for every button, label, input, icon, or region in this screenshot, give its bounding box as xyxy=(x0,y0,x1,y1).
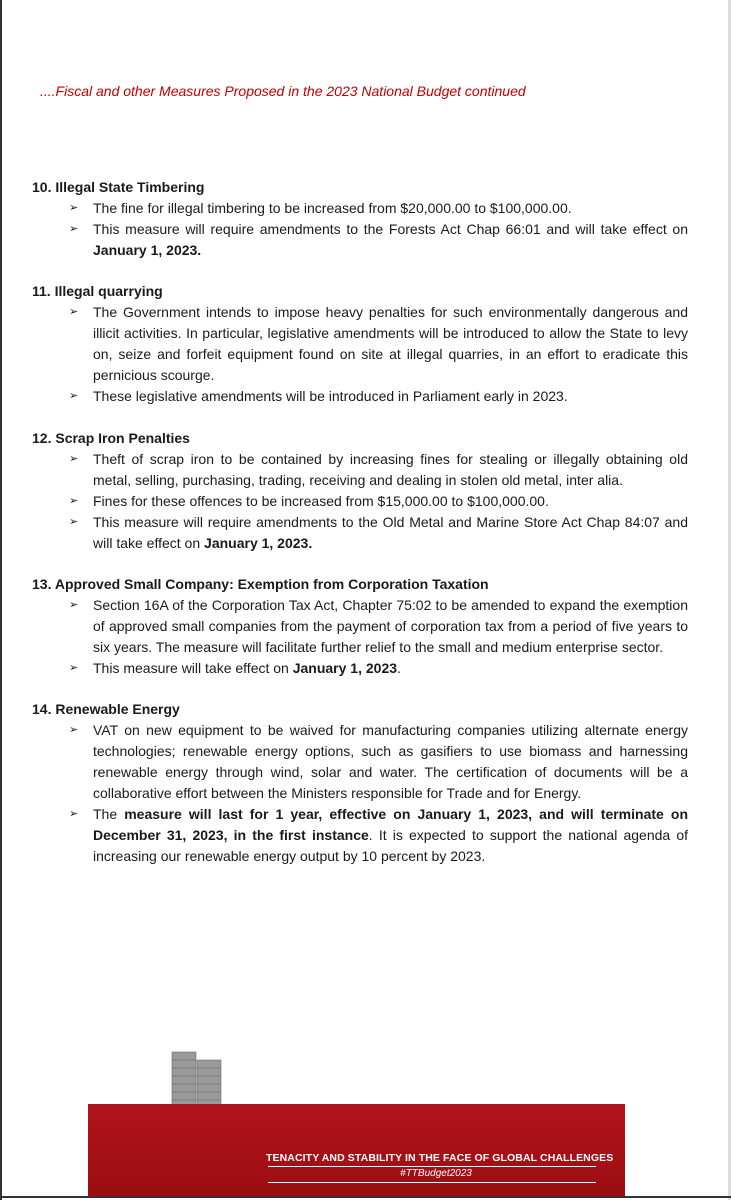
bullet-text: This measure will require amendments to the Old Metal and Marine Store Act Chap 84:07 and will take effect on xyxy=(93,514,688,551)
bullet-text: The xyxy=(93,806,125,822)
budget-banner xyxy=(88,1030,625,1196)
section-heading: 12. Scrap Iron Penalties xyxy=(32,430,190,446)
bullet-text: . It is expected to support the national agenda of increasing our renewable energy output by 10 percent by 2023. xyxy=(93,827,689,864)
arrow-bullet-icon: ➢ xyxy=(69,390,79,402)
continued-header-note: ....Fiscal and other Measures Proposed in the 2023 National Budget continued xyxy=(40,83,526,99)
bullet-text: Section 16A of the Corporation Tax Act, Chapter 75:02 to be amended to expand the exemption of approved small companies from the payment of corporation tax from a period of five years to six years. The measure will facilitate further relief to the small and medium enterprise sector. xyxy=(93,597,688,655)
bullet-item xyxy=(32,302,688,386)
bullet-text: This measure will take effect on xyxy=(93,660,293,676)
bullet-text: These legislative amendments will be introduced in Parliament early in 2023. xyxy=(93,388,568,404)
arrow-bullet-icon: ➢ xyxy=(69,516,79,528)
bullet-item xyxy=(32,512,688,554)
bullet-text: The fine for illegal timbering to be increased from $20,000.00 to $100,000.00. xyxy=(93,200,572,216)
banner-tagline: TENACITY AND STABILITY IN THE FACE OF GLOBAL CHALLENGES xyxy=(266,1152,614,1164)
bullet-item xyxy=(32,658,688,679)
arrow-bullet-icon: ➢ xyxy=(69,599,79,611)
bullet-item xyxy=(32,219,688,261)
bullet-list xyxy=(32,449,688,554)
bullet-item xyxy=(32,449,688,491)
bullet-text: The Government intends to impose heavy penalties for such environmentally dangerous and illicit activities. In particular, legislative amendments will be introduced to allow the State to levy on, seize and forfeit equipment found on site at illegal quarries, in an effort to eradicate this pernicious scourge. xyxy=(93,304,688,383)
banner-hashtag: #TTBudget2023 xyxy=(400,1168,472,1179)
bullet-text: Theft of scrap iron to be contained by increasing fines for stealing or illegally obtaining old metal, selling, purchasing, trading, receiving and dealing in stolen old metal, inter alia. xyxy=(93,451,688,488)
bullet-item xyxy=(32,804,688,867)
arrow-bullet-icon: ➢ xyxy=(69,808,79,820)
bullet-list xyxy=(32,720,688,867)
bullet-item xyxy=(32,198,688,219)
measure-section xyxy=(32,699,688,867)
bullet-text: . xyxy=(397,660,401,676)
bullet-text-bold: January 1, 2023 xyxy=(292,660,398,676)
bullet-item xyxy=(32,720,688,804)
measure-section xyxy=(32,428,688,554)
arrow-bullet-icon: ➢ xyxy=(69,724,79,736)
bullet-item xyxy=(32,491,688,512)
arrow-bullet-icon: ➢ xyxy=(69,306,79,318)
measure-section xyxy=(32,574,688,679)
bullet-text-bold: January 1, 2023. xyxy=(204,535,313,551)
section-heading: 13. Approved Small Company: Exemption from Corporation Taxation xyxy=(32,576,489,592)
arrow-bullet-icon: ➢ xyxy=(69,223,79,235)
bullet-list xyxy=(32,198,688,261)
section-heading: 14. Renewable Energy xyxy=(32,701,180,717)
arrow-bullet-icon: ➢ xyxy=(69,662,79,674)
bullet-text-bold: measure will last for 1 year, effective on January 1, 2023, and will terminate on December 31, 2023, in the first instance xyxy=(93,806,688,843)
section-heading: 11. Illegal quarrying xyxy=(32,283,163,299)
page-bottom-border xyxy=(0,1196,731,1198)
bullet-text-bold: January 1, 2023. xyxy=(93,242,202,258)
bullet-item xyxy=(32,595,688,658)
bullet-text: VAT on new equipment to be waived for manufacturing companies utilizing alternate energy technologies; renewable energy options, such as gasifiers to use biomass and harnessing renewable energy through wind, solar and water. The certification of documents will be a collaborative effort between the Ministers responsible for Trade and for Energy. xyxy=(93,722,688,801)
bullet-item xyxy=(32,386,688,407)
arrow-bullet-icon: ➢ xyxy=(69,453,79,465)
page-left-border xyxy=(0,0,2,1200)
arrow-bullet-icon: ➢ xyxy=(69,202,79,214)
bullet-text: Fines for these offences to be increased from $15,000.00 to $100,000.00. xyxy=(93,493,549,509)
bullet-list xyxy=(32,302,688,407)
banner-divider xyxy=(268,1166,596,1167)
measure-section xyxy=(32,177,688,261)
measure-section xyxy=(32,281,688,407)
measures-list xyxy=(32,177,688,887)
section-heading: 10. Illegal State Timbering xyxy=(32,179,205,195)
bullet-text: This measure will require amendments to the Forests Act Chap 66:01 and will take effect on xyxy=(93,221,688,237)
arrow-bullet-icon: ➢ xyxy=(69,495,79,507)
bullet-list xyxy=(32,595,688,679)
banner-divider-bottom xyxy=(268,1182,596,1183)
